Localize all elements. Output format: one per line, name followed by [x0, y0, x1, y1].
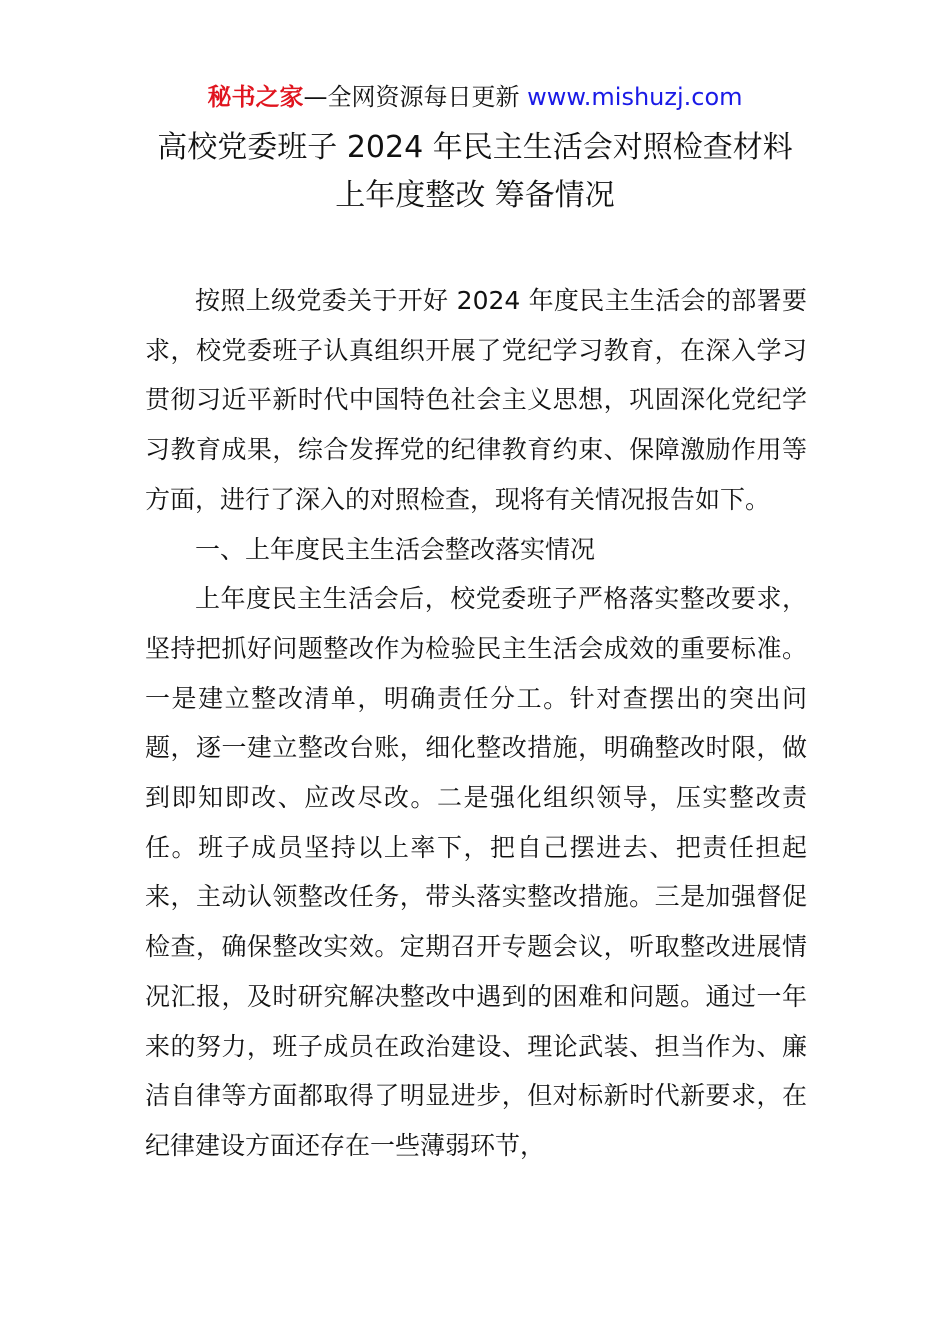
section-1-paragraph: 上年度民主生活会后，校党委班子严格落实整改要求，坚持把抓好问题整改作为检验民主生活会成效的重要标准。一是建立整改清单，明确责任分工。针对查摆出的突出问题，逐一建立整改台账，细化整改措施，明确整改时限，做到即知即改、应改尽改。二是强化组织领导，压实整改责任。班子成员坚持以上率下，把自己摆进去、把责任担起来，主动认领整改任务，带头落实整改措施。三是加强督促检查，确保整改实效。定期召开专题会议，听取整改进展情况汇报，及时研究解决整改中遇到的困难和问题。通过一年来的努力，班子成员在政治建设、理论武装、担当作为、廉洁自律等方面都取得了明显进步，但对标新时代新要求，在纪律建设方面还存在一些薄弱环节， [145, 584, 807, 1160]
section-heading-1: 一、上年度民主生活会整改落实情况 [195, 534, 596, 564]
site-url-link[interactable]: www.mishuzj.com [527, 83, 743, 111]
document-title-line-1: 高校党委班子 2024 年民主生活会对照检查材料 [157, 130, 793, 165]
site-header [0, 80, 950, 114]
site-tagline: —全网资源每日更新 [303, 83, 520, 111]
document-title-line-2: 上年度整改 筹备情况 [335, 178, 615, 213]
document-body [145, 276, 807, 1171]
intro-paragraph: 按照上级党委关于开好 2024 年度民主生活会的部署要求，校党委班子认真组织开展了党纪学习教育，在深入学习贯彻习近平新时代中国特色社会主义思想，巩固深化党纪学习教育成果，综合发挥党的纪律教育约束、保障激励作用等方面，进行了深入的对照检查，现将有关情况报告如下。 [145, 286, 807, 514]
site-brand: 秘书之家 [207, 83, 304, 111]
